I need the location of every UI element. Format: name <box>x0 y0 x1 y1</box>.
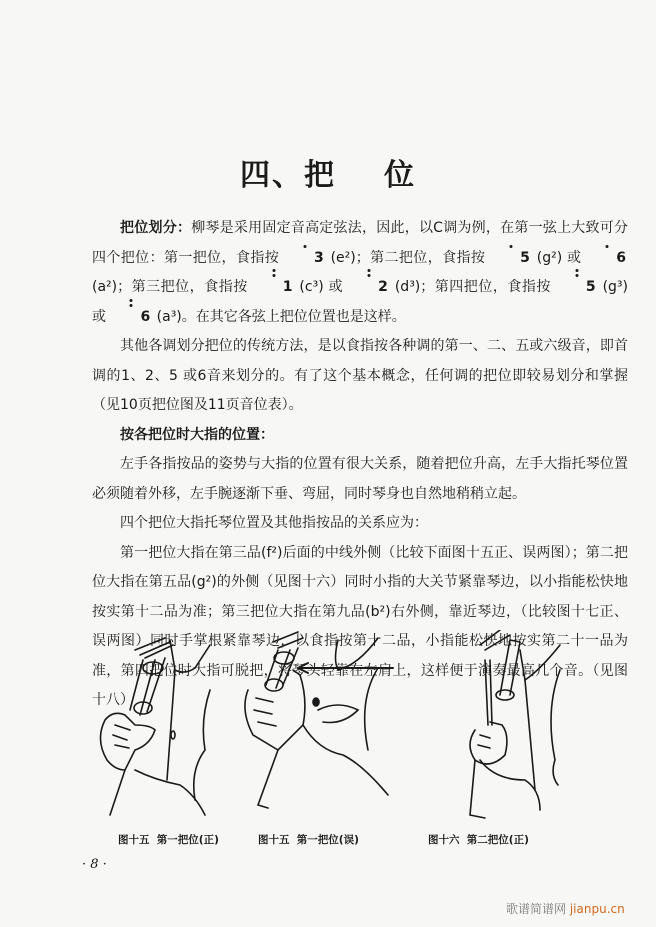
note-6-double-high: 6 <box>110 303 152 333</box>
chapter-title <box>0 150 656 194</box>
note-5-high: 5 <box>490 244 532 274</box>
note-3-high: 3 <box>284 244 326 274</box>
figure-15-correct-illustration <box>95 630 235 820</box>
text-run: 柳琴是采用固定音高定弦法，因此，以C调为例，在第一弦上大致可分四个把位：第一把位，食指按 <box>92 220 629 266</box>
chapter-title-part2: 位 <box>384 158 416 193</box>
figure-16-correct-caption: 图十六 第二把位(正) <box>428 834 529 846</box>
figure-16-correct-illustration <box>450 630 580 820</box>
paragraph-other-keys: 其他各调划分把位的传统方法，是以食指按各种调的第一、二、五或六级音，即首调的1、2、5 或6音来划分的。有了这个基本概念，任何调的把位即较易划分和掌握（见10页把位图及11页音位表）。 <box>92 338 628 413</box>
paragraph-thumb-details: 第一把位大指在第三品(f²)后面的中线外侧（比较下面图十五正、误两图）；第二把位大指在第五品(g²)的外侧（见图十六）同时小指的大关节紧靠琴边，以小指能松快地按实第十二品为准；第三把位大指在第九品(b²)右外侧，靠近琴边，（比较图十七正、误两图）同时手掌根紧靠琴边，以食指按第十二品，小指能松快地按实第二十一品为准，第四把位时大指可脱把，将琴头轻靠在左肩上，这样便于演奏最高几个音。（见图十八） <box>92 544 628 708</box>
page-number: · 8 · <box>82 857 107 872</box>
paragraph-left-hand-posture: 左手各指按品的姿势与大指的位置有很大关系，随着把位升高，左手大指托琴位置必须随着外移，左手腕逐渐下垂、弯屈，同时琴身也自然地稍稍立起。 <box>92 456 628 502</box>
section-heading-thumb-position: 按各把位时大指的位置： <box>120 426 274 443</box>
figures-row <box>90 630 610 830</box>
text-run: (g²) 或 <box>531 249 587 266</box>
text-run: (a²)；第三把位，食指按 <box>92 279 253 295</box>
text-run: (c³) 或 <box>294 279 349 295</box>
figure-15-wrong-illustration <box>238 630 398 820</box>
chapter-title-part1: 四、把 <box>240 158 336 193</box>
watermark-url: jianpu.cn <box>569 902 625 916</box>
text-run: (a³)。在其它各弦上把位位置也是这样。 <box>152 308 406 325</box>
watermark <box>506 900 625 917</box>
figure-15-correct-caption: 图十五 第一把位(正) <box>118 834 219 846</box>
note-1-double-high: 1 <box>253 273 295 303</box>
paragraph-four-positions-intro: 四个把位大指托琴位置及其他指按品的关系应为： <box>120 515 428 531</box>
note-2-double-high: 2 <box>348 273 390 303</box>
paragraph-position-division <box>92 214 628 332</box>
watermark-text: 歌谱简谱网 <box>506 902 567 916</box>
note-5-double-high: 5 <box>556 273 598 303</box>
text-run: (g³) 或 <box>92 279 628 325</box>
text-run: (e²)；第二把位，食指按 <box>325 249 491 266</box>
paragraph-lead: 把位划分： <box>120 220 192 236</box>
text-run: (d³)；第四把位，食指按 <box>389 279 556 295</box>
figure-15-wrong-caption: 图十五 第一把位(误) <box>258 834 359 846</box>
note-6-high: 6 <box>586 244 628 274</box>
